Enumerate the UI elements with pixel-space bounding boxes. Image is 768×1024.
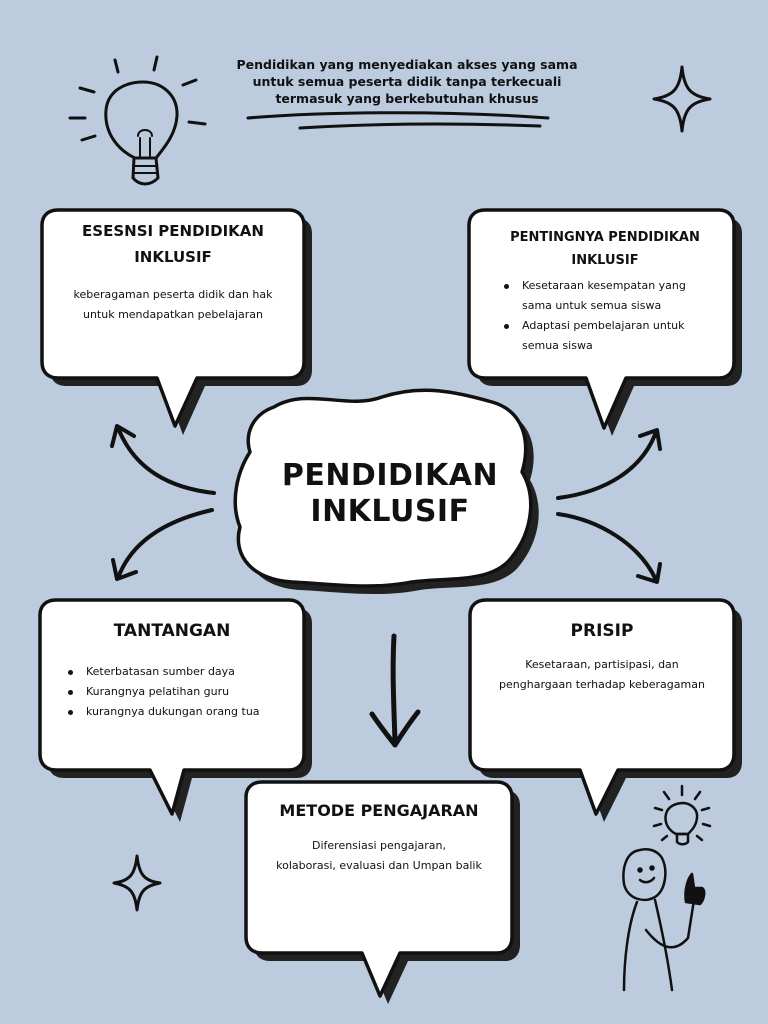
metode-text-line: kolaborasi, evaluasi dan Umpan balik (276, 859, 482, 872)
prisip-text (474, 655, 730, 695)
center-title-line: PENDIDIKAN (281, 458, 499, 493)
pentingnya-list (500, 276, 750, 356)
pentingnya-title-line: PENTINGNYA PENDIDIKAN (510, 230, 700, 245)
intro-underline (248, 113, 548, 128)
arrow-to-metode (372, 636, 418, 745)
list-item (522, 276, 750, 316)
esensi-text-line: untuk mendapatkan pebelajaran (82, 308, 264, 321)
list-item: Keterbatasan sumber daya (86, 662, 316, 682)
arrow-to-pentingnya (558, 430, 660, 498)
esensi-title (42, 218, 304, 270)
list-item: Kurangnya pelatihan guru (86, 682, 316, 702)
list-item: kurangnya dukungan orang tua (86, 702, 316, 722)
intro-text (222, 56, 592, 107)
tantangan-title: TANTANGAN (113, 621, 231, 641)
pentingnya-title-line: INKLUSIF (571, 253, 639, 268)
metode-text-line: Diferensiasi pengajaran, (312, 839, 446, 852)
list-item-line: sama untuk semua siswa (522, 299, 662, 312)
tantangan-list (64, 662, 316, 722)
esensi-text-line: keberagaman peserta didik dan hak (73, 288, 273, 301)
intro-line: Pendidikan yang menyediakan akses yang sama (236, 57, 578, 72)
lightbulb-icon (70, 57, 205, 184)
prisip-text-line: Kesetaraan, partisipasi, dan (525, 658, 679, 671)
arrow-to-tantangan (113, 510, 212, 579)
list-item-line: Kesetaraan kesempatan yang (522, 279, 686, 292)
intro-line: termasuk yang berkebutuhan khusus (275, 91, 539, 106)
sparkle-icon (654, 67, 710, 131)
prisip-title: PRISIP (570, 621, 634, 641)
intro-line: untuk semua peserta didik tanpa terkecuali (252, 74, 562, 89)
list-item-line: semua siswa (522, 339, 593, 352)
list-item-line: Adaptasi pembelajaran untuk (522, 319, 685, 332)
esensi-text (46, 285, 300, 325)
sparkle-icon (114, 856, 160, 910)
center-title-line: INKLUSIF (310, 494, 470, 529)
metode-title: METODE PENGAJARAN (279, 801, 479, 820)
esensi-title-line: INKLUSIF (134, 248, 212, 266)
center-title (250, 458, 530, 530)
person-idea-illustration (623, 786, 710, 990)
esensi-title-line: ESESNSI PENDIDIKAN (82, 222, 264, 240)
arrow-to-esensi (112, 426, 214, 493)
metode-text (250, 836, 508, 876)
pentingnya-title (474, 226, 736, 272)
arrow-to-prisip (558, 514, 660, 582)
prisip-text-line: penghargaan terhadap keberagaman (499, 678, 705, 691)
list-item (522, 316, 750, 356)
